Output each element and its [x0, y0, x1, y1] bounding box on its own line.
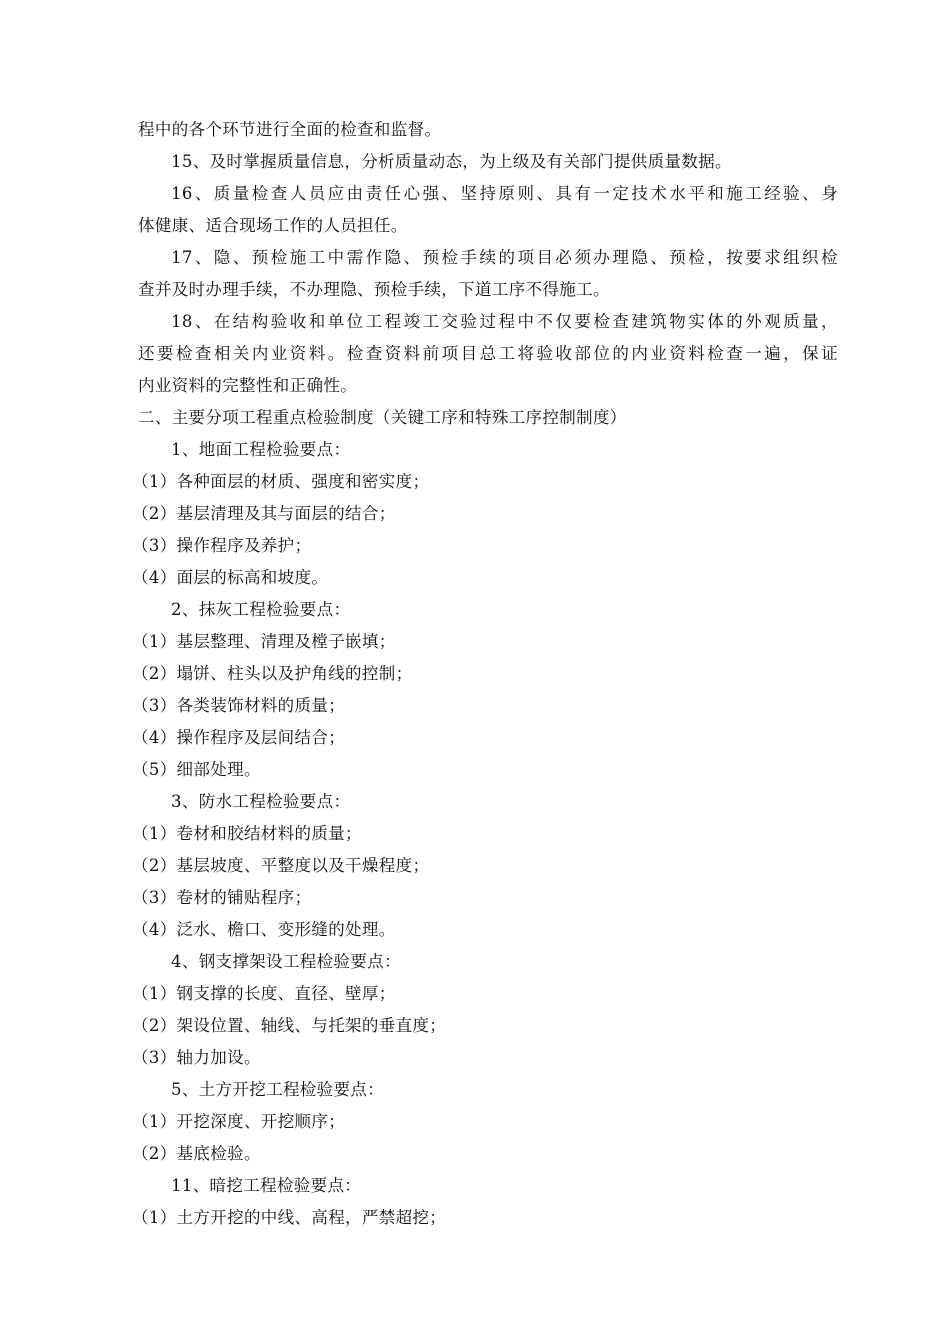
document-body — [132, 114, 838, 1234]
list-item: （3）各类装饰材料的质量； — [132, 696, 346, 715]
paragraph-item-18: 18、在结构验收和单位工程竣工交验过程中不仅要检查建筑物实体的外观质量， — [171, 312, 838, 331]
paragraph-line: 还要检查相关内业资料。检查资料前项目总工将验收部位的内业资料检查一遍，保证 — [138, 344, 838, 363]
subsection-heading: 5、土方开挖工程检验要点： — [171, 1080, 385, 1099]
list-item: （3）卷材的铺贴程序； — [132, 888, 312, 907]
subsection-heading: 1、地面工程检验要点： — [171, 440, 351, 459]
list-item: （1）各种面层的材质、强度和密实度； — [132, 472, 430, 491]
list-item: （2）塌饼、柱头以及护角线的控制； — [132, 664, 413, 683]
paragraph-item-17: 17、隐、预检施工中需作隐、预检手续的项目必须办理隐、预检，按要求组织检 — [171, 248, 838, 267]
list-item: （2）基层清理及其与面层的结合； — [132, 504, 396, 523]
list-item: （3）操作程序及养护； — [132, 536, 312, 555]
paragraph-line: 内业资料的完整性和正确性。 — [138, 376, 358, 395]
paragraph-item-15: 15、及时掌握质量信息，分析质量动态，为上级及有关部门提供质量数据。 — [171, 152, 732, 171]
list-item: （2）架设位置、轴线、与托架的垂直度； — [132, 1016, 447, 1035]
list-item: （1）基层整理、清理及樘子嵌填； — [132, 632, 396, 651]
subsection-heading: 4、钢支撑架设工程检验要点： — [171, 952, 401, 971]
list-item: （4）面层的标高和坡度。 — [132, 568, 329, 587]
list-item: （3）轴力加设。 — [132, 1048, 261, 1067]
list-item: （5）细部处理。 — [132, 760, 261, 779]
paragraph-line: 程中的各个环节进行全面的检查和监督。 — [138, 120, 442, 139]
paragraph-line: 查并及时办理手续，不办理隐、预检手续，下道工序不得施工。 — [138, 280, 610, 299]
list-item: （4）操作程序及层间结合； — [132, 728, 346, 747]
list-item: （2）基底检验。 — [132, 1144, 261, 1163]
subsection-heading: 11、暗挖工程检验要点： — [171, 1176, 362, 1195]
list-item: （2）基层坡度、平整度以及干燥程度； — [132, 856, 430, 875]
list-item: （4）泛水、檐口、变形缝的处理。 — [132, 920, 396, 939]
list-item: （1）钢支撑的长度、直径、壁厚； — [132, 984, 396, 1003]
paragraph-line: 体健康、适合现场工作的人员担任。 — [138, 216, 408, 235]
list-item: （1）土方开挖的中线、高程，严禁超挖； — [132, 1208, 447, 1227]
subsection-heading: 2、抹灰工程检验要点： — [171, 600, 351, 619]
list-item: （1）开挖深度、开挖顺序； — [132, 1112, 346, 1131]
list-item: （1）卷材和胶结材料的质量； — [132, 824, 362, 843]
paragraph-item-16: 16、质量检查人员应由责任心强、坚持原则、具有一定技术水平和施工经验、身 — [171, 184, 838, 203]
subsection-heading: 3、防水工程检验要点： — [171, 792, 351, 811]
section-heading: 二、主要分项工程重点检验制度（关键工序和特殊工序控制制度） — [138, 408, 627, 427]
